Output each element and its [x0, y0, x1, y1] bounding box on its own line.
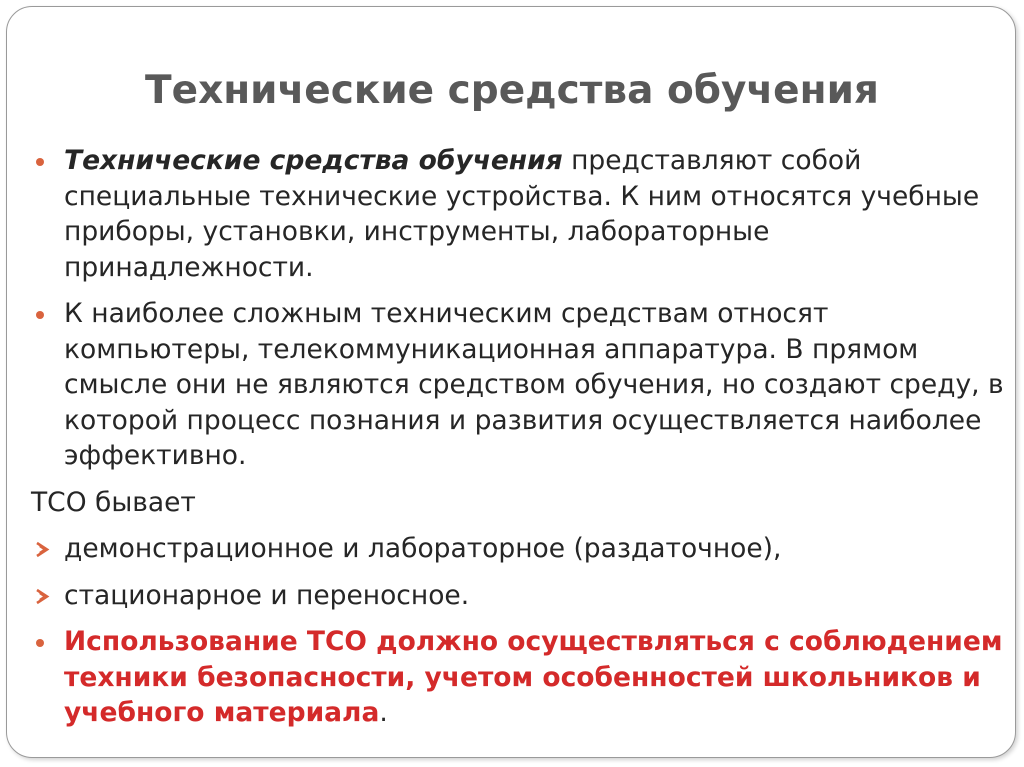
warning-tail: .	[379, 697, 388, 728]
circle-bullet-icon	[36, 311, 44, 319]
bullet-item-warning	[31, 624, 1006, 731]
circle-bullet-icon	[36, 158, 44, 166]
type-item-stationary	[31, 578, 1006, 614]
slide-title: Технические средства обучения	[145, 68, 879, 113]
bullet-item-definition	[31, 143, 1006, 285]
term-label: Технические средства обучения	[64, 145, 563, 176]
slide-content	[31, 143, 1006, 731]
circle-bullet-icon	[36, 639, 44, 647]
arrow-bullet-icon	[34, 578, 52, 613]
types-intro: ТСО бывает	[31, 486, 196, 518]
complex-means-text: К наиболее сложным техническим средствам относят компьютеры, телекоммуникационная аппаратура. В прямом смысле они не являются средством обучения, но создают среду, в которой процесс познания и развития осуществляется наиболее эффективно.	[64, 298, 1004, 471]
type-item-demonstration	[31, 531, 1006, 567]
definition-text: представляют собой специальные технические устройства. К ним относятся учебные приборы, установки, инструменты, лабораторные принадлежности.	[64, 145, 980, 283]
type-stationary-text: стационарное и переносное.	[64, 579, 470, 611]
type-demonstration-text: демонстрационное и лабораторное (раздаточное),	[64, 533, 782, 564]
warning-text: Использование ТСО должно осуществляться с соблюдением техники безопасности, учетом особенностей школьников и учебного материала	[64, 626, 1003, 728]
slide-frame	[6, 6, 1016, 758]
bullet-item-complex-means	[31, 296, 1006, 474]
arrow-bullet-icon	[34, 531, 52, 566]
